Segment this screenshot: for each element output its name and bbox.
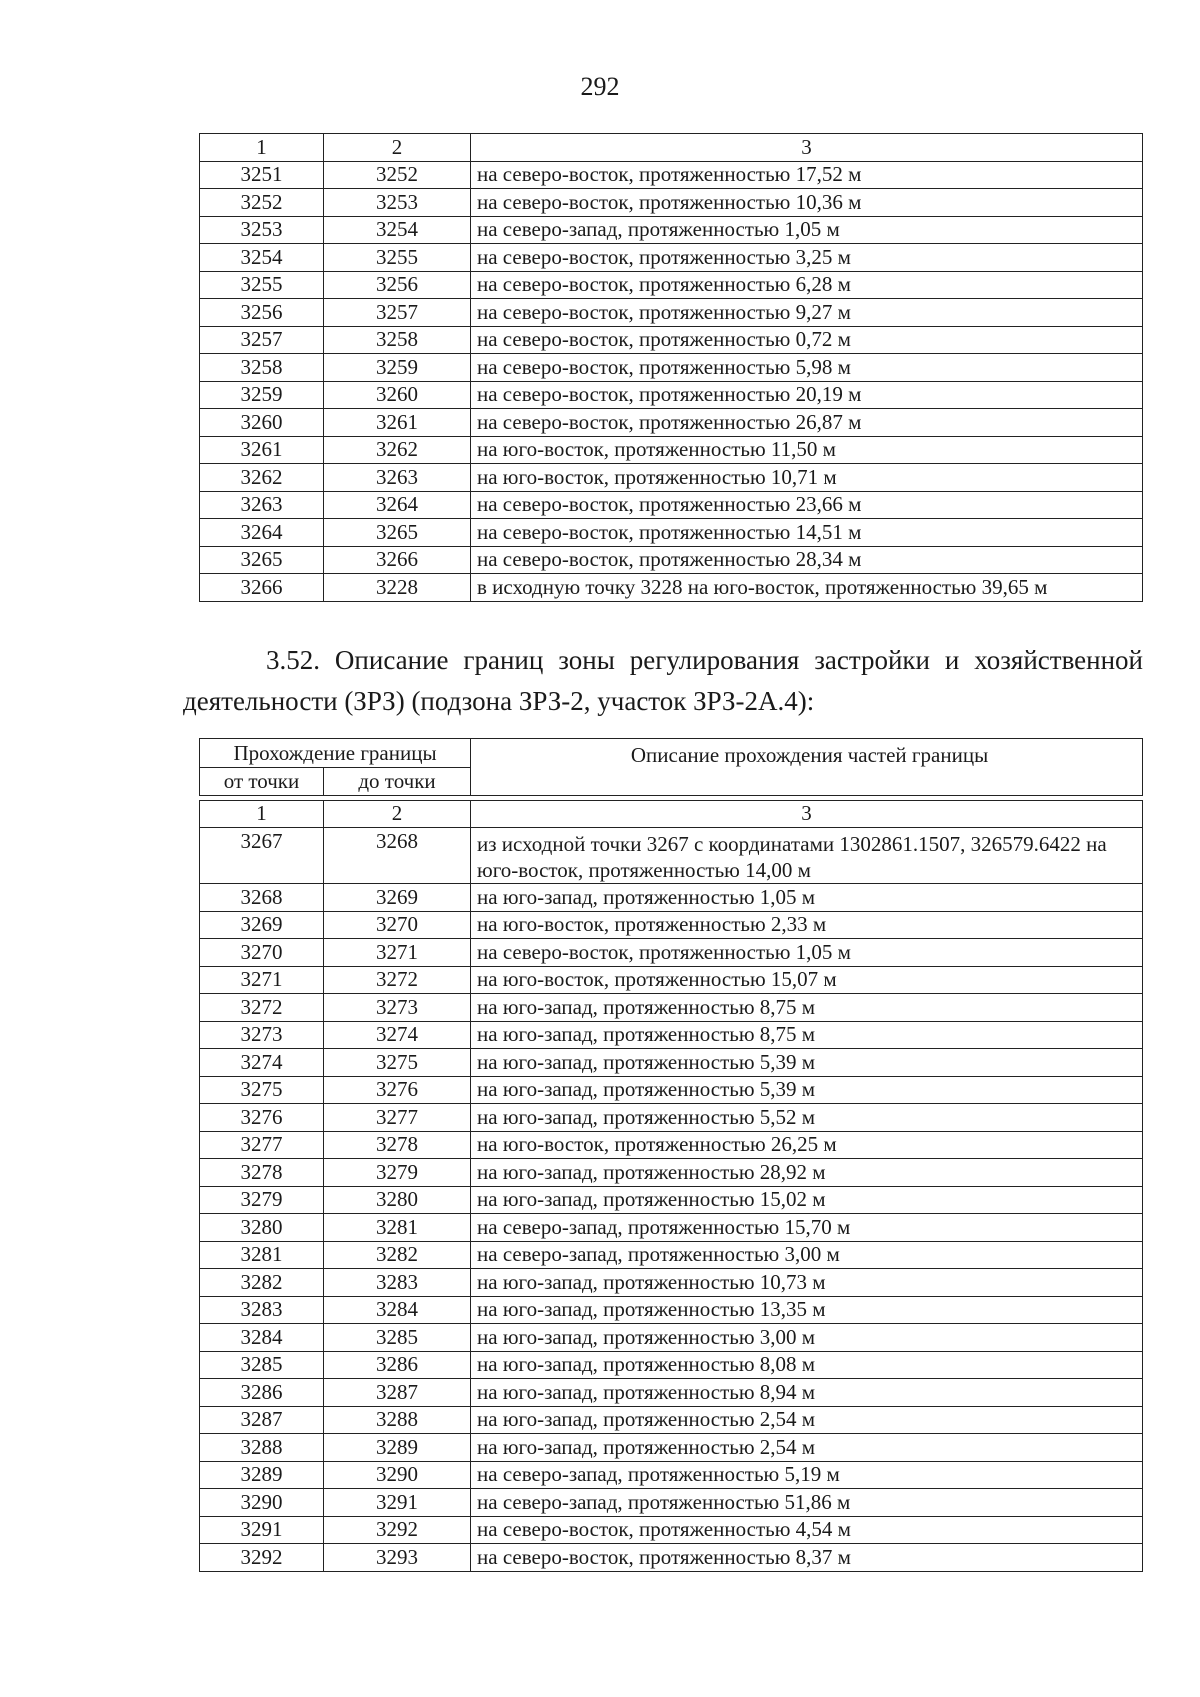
to-point: 3272 — [324, 966, 471, 994]
to-point: 3262 — [324, 436, 471, 464]
table-row — [200, 1049, 1143, 1077]
segment-description: на юго-восток, протяженностью 11,50 м — [471, 436, 1143, 464]
table-row — [200, 1076, 1143, 1104]
table-row — [200, 354, 1143, 382]
to-point: 3271 — [324, 939, 471, 967]
to-point: 3255 — [324, 244, 471, 272]
segment-description: на северо-восток, протяженностью 5,98 м — [471, 354, 1143, 382]
to-point: 3264 — [324, 491, 471, 519]
segment-description: на северо-восток, протяженностью 14,51 м — [471, 519, 1143, 547]
table-row — [200, 381, 1143, 409]
from-point: 3257 — [200, 326, 324, 354]
table-header-row — [200, 739, 1143, 768]
segment-description: на юго-запад, протяженностью 13,35 м — [471, 1296, 1143, 1324]
table-row — [200, 884, 1143, 912]
from-point: 3256 — [200, 299, 324, 327]
column-number: 1 — [200, 134, 324, 162]
table-row — [200, 1434, 1143, 1462]
to-point: 3254 — [324, 216, 471, 244]
table-row — [200, 1406, 1143, 1434]
from-point: 3253 — [200, 216, 324, 244]
segment-description: на юго-запад, протяженностью 5,52 м — [471, 1104, 1143, 1132]
from-point: 3275 — [200, 1076, 324, 1104]
to-point: 3270 — [324, 911, 471, 939]
segment-description: на юго-запад, протяженностью 15,02 м — [471, 1186, 1143, 1214]
segment-description: на северо-запад, протяженностью 3,00 м — [471, 1241, 1143, 1269]
segment-description: на юго-запад, протяженностью 5,39 м — [471, 1076, 1143, 1104]
segment-description: на юго-восток, протяженностью 10,71 м — [471, 464, 1143, 492]
to-point: 3291 — [324, 1489, 471, 1517]
to-point: 3279 — [324, 1159, 471, 1187]
column-number: 3 — [471, 800, 1143, 828]
segment-description: на юго-восток, протяженностью 26,25 м — [471, 1131, 1143, 1159]
to-point: 3263 — [324, 464, 471, 492]
to-point: 3275 — [324, 1049, 471, 1077]
to-point: 3265 — [324, 519, 471, 547]
from-point: 3266 — [200, 574, 324, 602]
to-point: 3276 — [324, 1076, 471, 1104]
header-to-point: до точки — [324, 768, 471, 796]
segment-description: в исходную точку 3228 на юго-восток, протяженностью 39,65 м — [471, 574, 1143, 602]
table-row — [200, 1544, 1143, 1572]
to-point: 3293 — [324, 1544, 471, 1572]
from-point: 3283 — [200, 1296, 324, 1324]
table-row — [200, 1214, 1143, 1242]
from-point: 3272 — [200, 994, 324, 1022]
from-point: 3281 — [200, 1241, 324, 1269]
table-row — [200, 1461, 1143, 1489]
column-number: 1 — [200, 800, 324, 828]
from-point: 3259 — [200, 381, 324, 409]
table-row — [200, 519, 1143, 547]
from-point: 3265 — [200, 546, 324, 574]
table-row — [200, 326, 1143, 354]
table-row — [200, 828, 1143, 884]
segment-description: на юго-запад, протяженностью 2,54 м — [471, 1434, 1143, 1462]
boundary-table-zrz-2a4 — [199, 738, 1143, 1572]
from-point: 3269 — [200, 911, 324, 939]
from-point: 3290 — [200, 1489, 324, 1517]
table-row — [200, 244, 1143, 272]
from-point: 3271 — [200, 966, 324, 994]
segment-description: на северо-восток, протяженностью 17,52 м — [471, 161, 1143, 189]
column-number: 3 — [471, 134, 1143, 162]
to-point: 3260 — [324, 381, 471, 409]
table-row — [200, 1021, 1143, 1049]
header-from-point: от точки — [200, 768, 324, 796]
from-point: 3260 — [200, 409, 324, 437]
to-point: 3268 — [324, 828, 471, 884]
to-point: 3259 — [324, 354, 471, 382]
segment-description: на юго-запад, протяженностью 5,39 м — [471, 1049, 1143, 1077]
from-point: 3251 — [200, 161, 324, 189]
table-row — [200, 161, 1143, 189]
from-point: 3289 — [200, 1461, 324, 1489]
from-point: 3284 — [200, 1324, 324, 1352]
from-point: 3274 — [200, 1049, 324, 1077]
to-point: 3273 — [324, 994, 471, 1022]
segment-description: на северо-восток, протяженностью 20,19 м — [471, 381, 1143, 409]
table-row — [200, 911, 1143, 939]
segment-description: на юго-запад, протяженностью 3,00 м — [471, 1324, 1143, 1352]
table-row — [200, 271, 1143, 299]
table-row — [200, 994, 1143, 1022]
segment-description: на северо-запад, протяженностью 51,86 м — [471, 1489, 1143, 1517]
to-point: 3256 — [324, 271, 471, 299]
table-row — [200, 939, 1143, 967]
segment-description: на северо-восток, протяженностью 1,05 м — [471, 939, 1143, 967]
table-row — [200, 1489, 1143, 1517]
from-point: 3254 — [200, 244, 324, 272]
table-row — [200, 464, 1143, 492]
segment-description: на северо-восток, протяженностью 9,27 м — [471, 299, 1143, 327]
table-row — [200, 1241, 1143, 1269]
from-point: 3276 — [200, 1104, 324, 1132]
segment-description: на северо-запад, протяженностью 15,70 м — [471, 1214, 1143, 1242]
to-point: 3286 — [324, 1351, 471, 1379]
segment-description: на юго-запад, протяженностью 8,75 м — [471, 994, 1143, 1022]
to-point: 3280 — [324, 1186, 471, 1214]
table-row — [200, 1351, 1143, 1379]
table-row — [200, 1269, 1143, 1297]
table-row — [200, 546, 1143, 574]
table-row — [200, 491, 1143, 519]
to-point: 3290 — [324, 1461, 471, 1489]
from-point: 3273 — [200, 1021, 324, 1049]
table-row — [200, 436, 1143, 464]
table-row — [200, 1131, 1143, 1159]
to-point: 3253 — [324, 189, 471, 217]
table-row — [200, 1379, 1143, 1407]
segment-description: из исходной точки 3267 с координатами 1302861.1507, 326579.6422 на юго-восток, протяженностью 14,00 м — [471, 828, 1143, 884]
to-point: 3277 — [324, 1104, 471, 1132]
segment-description: на северо-восток, протяженностью 10,36 м — [471, 189, 1143, 217]
segment-description: на северо-восток, протяженностью 26,87 м — [471, 409, 1143, 437]
section-heading: 3.52. Описание границ зоны регулирования застройки и хозяйственной деятельности (ЗРЗ) (подзона ЗРЗ-2, участок ЗРЗ-2А.4): — [183, 645, 1143, 716]
column-number: 2 — [324, 134, 471, 162]
to-point: 3285 — [324, 1324, 471, 1352]
table-row — [200, 409, 1143, 437]
segment-description: на юго-запад, протяженностью 8,94 м — [471, 1379, 1143, 1407]
from-point: 3262 — [200, 464, 324, 492]
to-point: 3283 — [324, 1269, 471, 1297]
table-row — [200, 299, 1143, 327]
table-row — [200, 189, 1143, 217]
table-row — [200, 1516, 1143, 1544]
header-boundary-passage: Прохождение границы — [200, 739, 471, 768]
segment-description: на северо-восток, протяженностью 28,34 м — [471, 546, 1143, 574]
segment-description: на юго-запад, протяженностью 8,08 м — [471, 1351, 1143, 1379]
segment-description: на северо-восток, протяженностью 6,28 м — [471, 271, 1143, 299]
page-number: 292 — [580, 72, 620, 101]
to-point: 3282 — [324, 1241, 471, 1269]
to-point: 3288 — [324, 1406, 471, 1434]
segment-description: на юго-запад, протяженностью 10,73 м — [471, 1269, 1143, 1297]
from-point: 3291 — [200, 1516, 324, 1544]
from-point: 3263 — [200, 491, 324, 519]
from-point: 3278 — [200, 1159, 324, 1187]
to-point: 3228 — [324, 574, 471, 602]
segment-description: на северо-восток, протяженностью 8,37 м — [471, 1544, 1143, 1572]
from-point: 3282 — [200, 1269, 324, 1297]
to-point: 3261 — [324, 409, 471, 437]
segment-description: на северо-восток, протяженностью 4,54 м — [471, 1516, 1143, 1544]
to-point: 3252 — [324, 161, 471, 189]
from-point: 3267 — [200, 828, 324, 884]
from-point: 3258 — [200, 354, 324, 382]
segment-description: на юго-запад, протяженностью 28,92 м — [471, 1159, 1143, 1187]
to-point: 3281 — [324, 1214, 471, 1242]
segment-description: на юго-восток, протяженностью 15,07 м — [471, 966, 1143, 994]
from-point: 3286 — [200, 1379, 324, 1407]
from-point: 3255 — [200, 271, 324, 299]
to-point: 3278 — [324, 1131, 471, 1159]
segment-description: на юго-восток, протяженностью 2,33 м — [471, 911, 1143, 939]
segment-description: на северо-восток, протяженностью 3,25 м — [471, 244, 1143, 272]
table-row — [200, 574, 1143, 602]
to-point: 3287 — [324, 1379, 471, 1407]
to-point: 3257 — [324, 299, 471, 327]
header-description: Описание прохождения частей границы — [471, 739, 1143, 796]
table-row — [200, 1186, 1143, 1214]
from-point: 3279 — [200, 1186, 324, 1214]
from-point: 3285 — [200, 1351, 324, 1379]
table-row — [200, 1296, 1143, 1324]
segment-description: на юго-запад, протяженностью 1,05 м — [471, 884, 1143, 912]
from-point: 3270 — [200, 939, 324, 967]
table-row — [200, 966, 1143, 994]
segment-description: на северо-восток, протяженностью 0,72 м — [471, 326, 1143, 354]
to-point: 3258 — [324, 326, 471, 354]
to-point: 3292 — [324, 1516, 471, 1544]
table-numbering-row — [200, 800, 1143, 828]
from-point: 3252 — [200, 189, 324, 217]
table-row — [200, 1324, 1143, 1352]
segment-description: на юго-запад, протяженностью 8,75 м — [471, 1021, 1143, 1049]
segment-description: на северо-запад, протяженностью 5,19 м — [471, 1461, 1143, 1489]
to-point: 3284 — [324, 1296, 471, 1324]
segment-description: на юго-запад, протяженностью 2,54 м — [471, 1406, 1143, 1434]
segment-description: на северо-восток, протяженностью 23,66 м — [471, 491, 1143, 519]
table-row — [200, 1104, 1143, 1132]
table-row — [200, 216, 1143, 244]
column-number: 2 — [324, 800, 471, 828]
to-point: 3274 — [324, 1021, 471, 1049]
to-point: 3266 — [324, 546, 471, 574]
from-point: 3292 — [200, 1544, 324, 1572]
from-point: 3288 — [200, 1434, 324, 1462]
from-point: 3277 — [200, 1131, 324, 1159]
from-point: 3287 — [200, 1406, 324, 1434]
boundary-table-continued — [199, 133, 1143, 602]
table-numbering-row — [200, 134, 1143, 162]
from-point: 3268 — [200, 884, 324, 912]
from-point: 3280 — [200, 1214, 324, 1242]
to-point: 3289 — [324, 1434, 471, 1462]
from-point: 3264 — [200, 519, 324, 547]
from-point: 3261 — [200, 436, 324, 464]
table-row — [200, 1159, 1143, 1187]
to-point: 3269 — [324, 884, 471, 912]
segment-description: на северо-запад, протяженностью 1,05 м — [471, 216, 1143, 244]
